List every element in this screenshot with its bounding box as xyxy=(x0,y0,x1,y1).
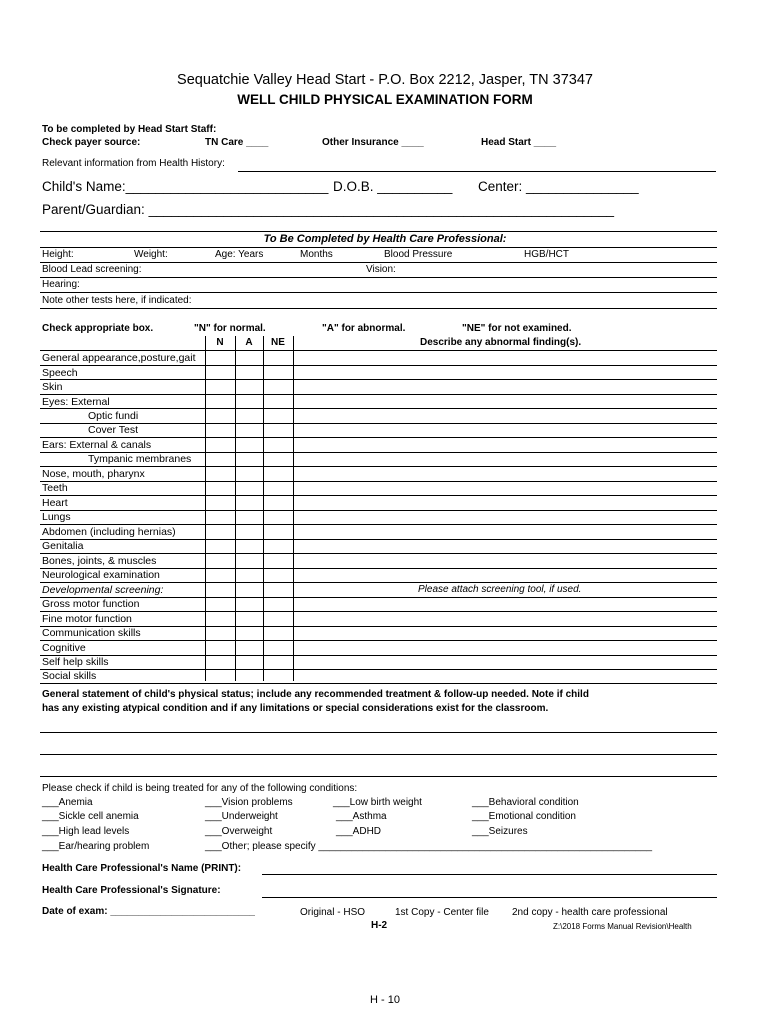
row-developmental: Developmental screening: xyxy=(42,584,164,596)
form-title: WELL CHILD PHYSICAL EXAMINATION FORM xyxy=(237,92,533,107)
row-genitalia: Genitalia xyxy=(42,540,84,552)
conditions-heading: Please check if child is being treated for any of the following conditions: xyxy=(42,783,358,794)
row-ears-external: Ears: External & canals xyxy=(42,439,152,451)
row-nose-mouth: Nose, mouth, pharynx xyxy=(42,468,145,480)
divider xyxy=(40,669,717,670)
row-abdomen: Abdomen (including hernias) xyxy=(42,526,176,538)
child-name-field[interactable]: Child's Name:___________________________ xyxy=(42,179,329,194)
row-neurological: Neurological examination xyxy=(42,569,160,581)
divider xyxy=(40,553,717,554)
condition-low-birth-weight[interactable]: ___Low birth weight xyxy=(333,797,422,808)
divider xyxy=(40,292,717,293)
divider xyxy=(40,597,717,598)
row-general-appearance: General appearance,posture,gait xyxy=(42,352,196,364)
condition-seizures[interactable]: ___Seizures xyxy=(472,826,528,837)
age-label: Age: Years xyxy=(215,249,264,260)
general-statement-line1: General statement of child's physical status; include any recommended treatment & follow-up needed. Note if child xyxy=(42,689,589,700)
row-social: Social skills xyxy=(42,670,97,682)
row-eyes-external: Eyes: External xyxy=(42,396,110,408)
statement-line[interactable] xyxy=(40,732,717,733)
general-statement-line2: has any existing atypical condition and if any limitations or special considerations exist for the classroom. xyxy=(42,703,549,714)
a-abnormal-label: "A" for abnormal. xyxy=(322,323,406,334)
col-divider xyxy=(235,336,236,681)
condition-adhd[interactable]: ___ADHD xyxy=(336,826,382,837)
tn-care-checkbox[interactable]: TN Care ____ xyxy=(205,137,269,148)
ne-label: "NE" for not examined. xyxy=(462,323,572,334)
name-label: Health Care Professional's Name (PRINT): xyxy=(42,863,242,874)
col-n-header: N xyxy=(216,337,224,348)
relevant-info-label: Relevant information from Health History: xyxy=(42,158,225,169)
row-self-help: Self help skills xyxy=(42,656,109,668)
divider xyxy=(40,495,717,496)
col-divider xyxy=(293,336,294,681)
row-cognitive: Cognitive xyxy=(42,642,86,654)
center-field[interactable]: Center: _______________ xyxy=(478,179,639,194)
row-communication: Communication skills xyxy=(42,627,141,639)
divider xyxy=(40,510,717,511)
blood-pressure-label: Blood Pressure xyxy=(384,249,453,260)
hgb-label: HGB/HCT xyxy=(524,249,569,260)
row-bones: Bones, joints, & muscles xyxy=(42,555,157,567)
condition-anemia[interactable]: ___Anemia xyxy=(42,797,93,808)
row-cover-test: Cover Test xyxy=(88,424,138,436)
condition-underweight[interactable]: ___Underweight xyxy=(205,811,278,822)
divider xyxy=(40,423,717,424)
divider xyxy=(40,640,717,641)
col-divider xyxy=(263,336,264,681)
row-speech: Speech xyxy=(42,367,78,379)
row-tympanic: Tympanic membranes xyxy=(88,453,192,465)
divider xyxy=(40,481,717,482)
staff-heading: To be completed by Head Start Staff: xyxy=(42,124,217,135)
form-code: H-2 xyxy=(371,920,388,931)
statement-line[interactable] xyxy=(40,776,717,777)
other-insurance-checkbox[interactable]: Other Insurance ____ xyxy=(322,137,424,148)
condition-vision[interactable]: ___Vision problems xyxy=(205,797,293,808)
row-teeth: Teeth xyxy=(42,482,68,494)
signature-label: Health Care Professional's Signature: xyxy=(42,885,221,896)
condition-high-lead[interactable]: ___High lead levels xyxy=(42,826,130,837)
professional-heading: To Be Completed by Health Care Professional: xyxy=(263,233,507,245)
divider xyxy=(40,626,717,627)
relevant-info-line[interactable] xyxy=(238,171,716,172)
copy2-label: 2nd copy - health care professional xyxy=(512,907,668,918)
months-label: Months xyxy=(300,249,333,260)
head-start-checkbox[interactable]: Head Start ____ xyxy=(481,137,557,148)
divider xyxy=(40,582,717,583)
condition-sickle-cell[interactable]: ___Sickle cell anemia xyxy=(42,811,139,822)
col-ne-header: NE xyxy=(271,337,285,348)
divider xyxy=(40,247,717,248)
divider xyxy=(40,394,717,395)
row-heart: Heart xyxy=(42,497,68,509)
note-tests-label: Note other tests here, if indicated: xyxy=(42,295,192,306)
divider xyxy=(40,262,717,263)
col-divider xyxy=(205,336,206,681)
divider xyxy=(40,277,717,278)
dob-field[interactable]: D.O.B. __________ xyxy=(333,179,453,194)
row-lungs: Lungs xyxy=(42,511,71,523)
payer-label: Check payer source: xyxy=(42,137,141,148)
row-fine-motor: Fine motor function xyxy=(42,613,132,625)
attach-note: Please attach screening tool, if used. xyxy=(418,584,582,595)
condition-ear-hearing[interactable]: ___Ear/hearing problem xyxy=(42,841,150,852)
org-line: Sequatchie Valley Head Start - P.O. Box 2212, Jasper, TN 37347 xyxy=(177,72,593,88)
divider xyxy=(40,466,717,467)
divider xyxy=(40,308,717,309)
original-label: Original - HSO xyxy=(300,907,366,918)
divider xyxy=(40,539,717,540)
signature-input-line[interactable] xyxy=(262,897,717,898)
date-field[interactable]: Date of exam: __________________________ xyxy=(42,906,255,917)
divider xyxy=(40,611,717,612)
condition-overweight[interactable]: ___Overweight xyxy=(205,826,273,837)
height-label: Height: xyxy=(42,249,74,260)
divider xyxy=(40,524,717,525)
row-optic-fundi: Optic fundi xyxy=(88,410,139,422)
hearing-label: Hearing: xyxy=(42,279,80,290)
check-label: Check appropriate box. xyxy=(42,323,154,334)
col-a-header: A xyxy=(245,337,253,348)
page-number: H - 10 xyxy=(370,994,400,1006)
divider xyxy=(40,408,717,409)
divider xyxy=(40,231,717,232)
row-skin: Skin xyxy=(42,381,63,393)
name-input-line[interactable] xyxy=(262,874,717,875)
divider xyxy=(40,683,717,684)
blood-lead-label: Blood Lead screening: xyxy=(42,264,142,275)
weight-label: Weight: xyxy=(134,249,168,260)
divider xyxy=(40,655,717,656)
copy1-label: 1st Copy - Center file xyxy=(395,907,489,918)
divider xyxy=(40,437,717,438)
condition-emotional[interactable]: ___Emotional condition xyxy=(472,811,576,822)
divider xyxy=(40,365,717,366)
vision-label: Vision: xyxy=(366,264,396,275)
divider xyxy=(40,350,717,351)
parent-field[interactable]: Parent/Guardian: ______________________________________________________________ xyxy=(42,202,615,217)
n-normal-label: "N" for normal. xyxy=(194,323,266,334)
file-path: Z:\2018 Forms Manual Revision\Health xyxy=(553,922,692,931)
condition-behavioral[interactable]: ___Behavioral condition xyxy=(472,797,579,808)
condition-asthma[interactable]: ___Asthma xyxy=(336,811,387,822)
row-gross-motor: Gross motor function xyxy=(42,598,140,610)
statement-line[interactable] xyxy=(40,754,717,755)
describe-label: Describe any abnormal finding(s). xyxy=(420,337,582,348)
divider xyxy=(40,379,717,380)
condition-other[interactable]: ___Other; please specify ____________________________________________________________ xyxy=(205,841,653,852)
